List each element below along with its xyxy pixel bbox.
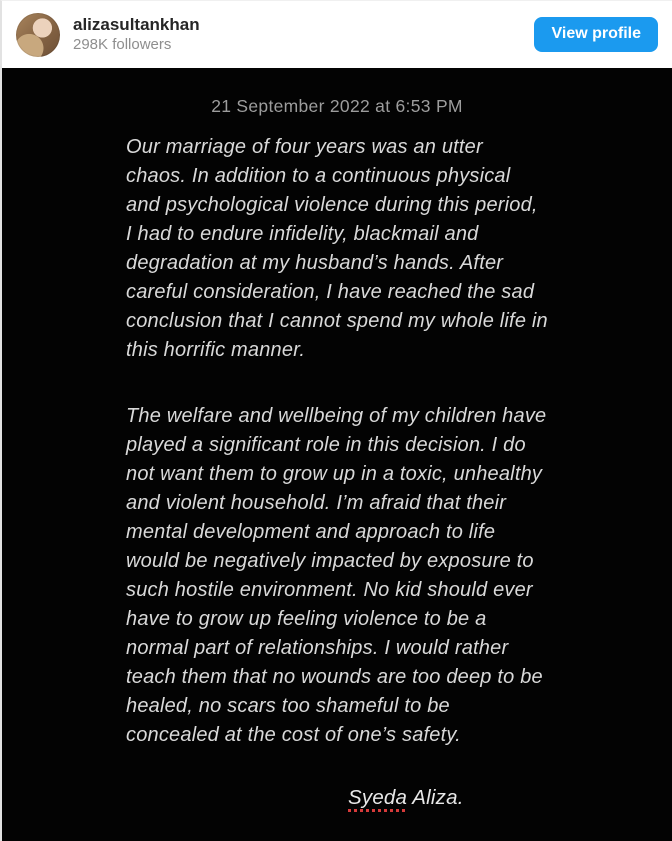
account-info — [73, 15, 534, 54]
post-paragraph-1: Our marriage of four years was an utter chaos. In addition to a continuous physical and psychological violence during this period, I had to endure infidelity, blackmail and degradation at my husband’s hands. After careful consideration, I have reached the sad conclusion that I cannot spend my whole life in this horrific manner. — [126, 136, 548, 361]
post-timestamp: 21 September 2022 at 6:53 PM — [211, 96, 463, 116]
avatar[interactable] — [16, 13, 60, 57]
post-image[interactable] — [2, 68, 672, 841]
post-text-block — [126, 133, 548, 812]
embed-header — [2, 1, 672, 68]
signature-word-rest: Aliza. — [412, 786, 464, 809]
post-paragraph-2: The welfare and wellbeing of my children have played a significant role in this decision. I do not want them to grow up in a toxic, unhealthy and violent household. I’m afraid that their mental development and approach to life would be negatively impacted by exposure to such hostile environment. No kid should ever have to grow up feeling violence to be a normal part of relationships. I would rather teach them that no wounds are too deep to be healed, no scars too shameful to be concealed at the cost of one’s safety. — [126, 405, 547, 746]
view-profile-button[interactable]: View profile — [534, 17, 658, 52]
followers-count: 298K followers — [73, 36, 172, 53]
signature-word-misspelled: Syeda — [348, 786, 408, 809]
signature — [126, 783, 548, 812]
username[interactable]: alizasultankhan — [73, 15, 200, 34]
